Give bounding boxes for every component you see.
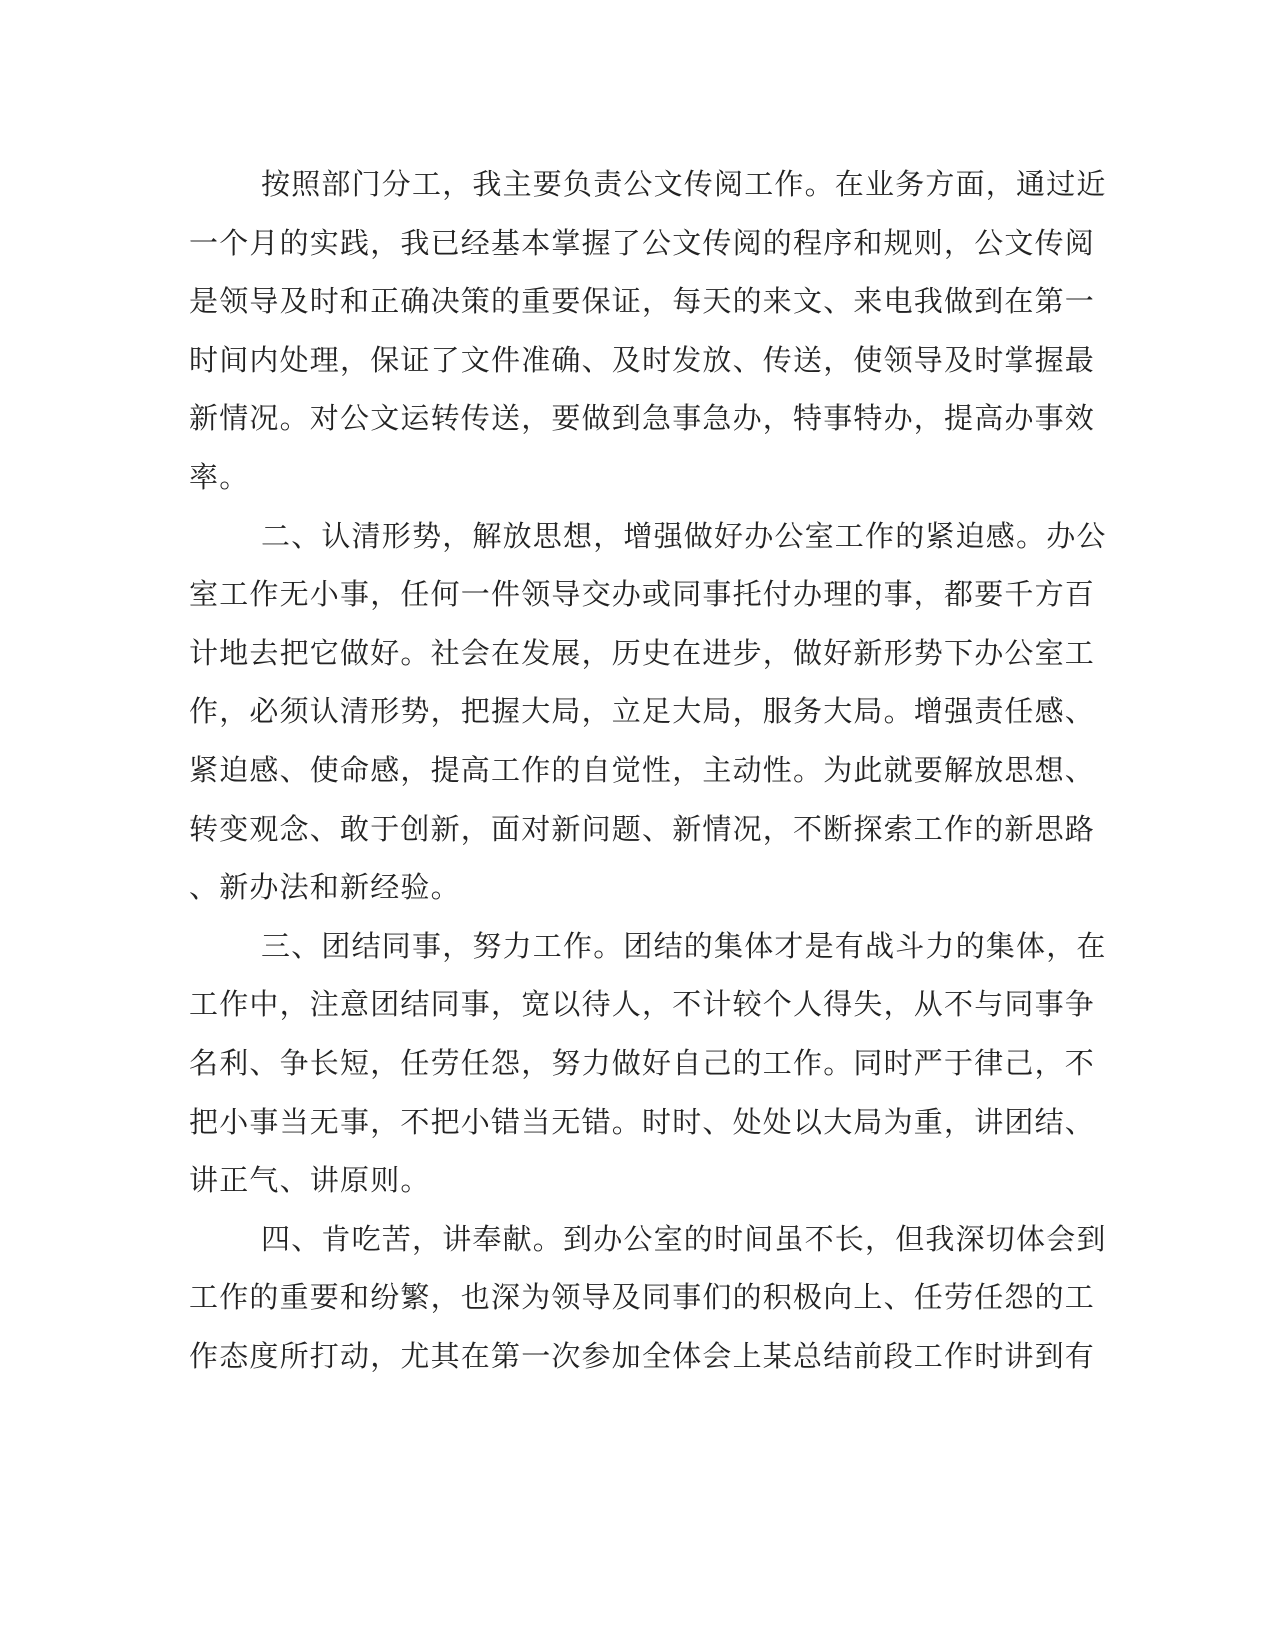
paragraph-3-line-3: 名利、争长短，任劳任怨，努力做好自己的工作。同时严于律己，不 [189,1045,1096,1080]
paragraph-3-line-5: 讲正气、讲原则。 [189,1163,431,1198]
paragraph-2-line-2: 室工作无小事，任何一件领导交办或同事托付办理的事，都要千方百 [189,577,1096,612]
paragraph-4-line-2: 工作的重要和纷繁，也深为领导及同事们的积极向上、任劳任怨的工 [189,1280,1096,1315]
paragraph-2-line-6: 转变观念、敢于创新，面对新问题、新情况，不断探索工作的新思路 [189,811,1096,846]
paragraph-3-line-2: 工作中，注意团结同事，宽以待人，不计较个人得失，从不与同事争 [189,987,1096,1022]
paragraph-4-line-3: 作态度所打动，尤其在第一次参加全体会上某总结前段工作时讲到有 [189,1338,1096,1373]
paragraph-2-line-1: 二、认清形势，解放思想，增强做好办公室工作的紧迫感。办公 [261,518,1107,553]
paragraph-1-line-1: 按照部门分工，我主要负责公文传阅工作。在业务方面，通过近 [261,167,1107,201]
paragraph-1-line-5: 新情况。对公文运转传送，要做到急事急办，特事特办，提高办事效 [189,401,1096,436]
paragraph-1-line-3: 是领导及时和正确决策的重要保证，每天的来文、来电我做到在第一 [189,284,1096,319]
paragraph-3-line-4: 把小事当无事，不把小错当无错。时时、处处以大局为重，讲团结、 [189,1104,1096,1139]
paragraph-1-line-4: 时间内处理，保证了文件准确、及时发放、传送，使领导及时掌握最 [189,342,1096,377]
paragraph-1-line-6: 率。 [189,459,250,494]
paragraph-2-line-3: 计地去把它做好。社会在发展，历史在进步，做好新形势下办公室工 [189,635,1096,670]
paragraph-3-line-1: 三、团结同事，努力工作。团结的集体才是有战斗力的集体，在 [261,928,1107,963]
document-body [189,155,1107,1385]
paragraph-2-line-7: 、新办法和新经验。 [189,870,461,905]
paragraph-2-line-5: 紧迫感、使命感，提高工作的自觉性，主动性。为此就要解放思想、 [189,752,1096,787]
paragraph-2-line-4: 作，必须认清形势，把握大局，立足大局，服务大局。增强责任感、 [189,694,1096,729]
paragraph-1-line-2: 一个月的实践，我已经基本掌握了公文传阅的程序和规则，公文传阅 [189,225,1096,260]
paragraph-4-line-1: 四、肯吃苦，讲奉献。到办公室的时间虽不长，但我深切体会到 [261,1221,1107,1256]
